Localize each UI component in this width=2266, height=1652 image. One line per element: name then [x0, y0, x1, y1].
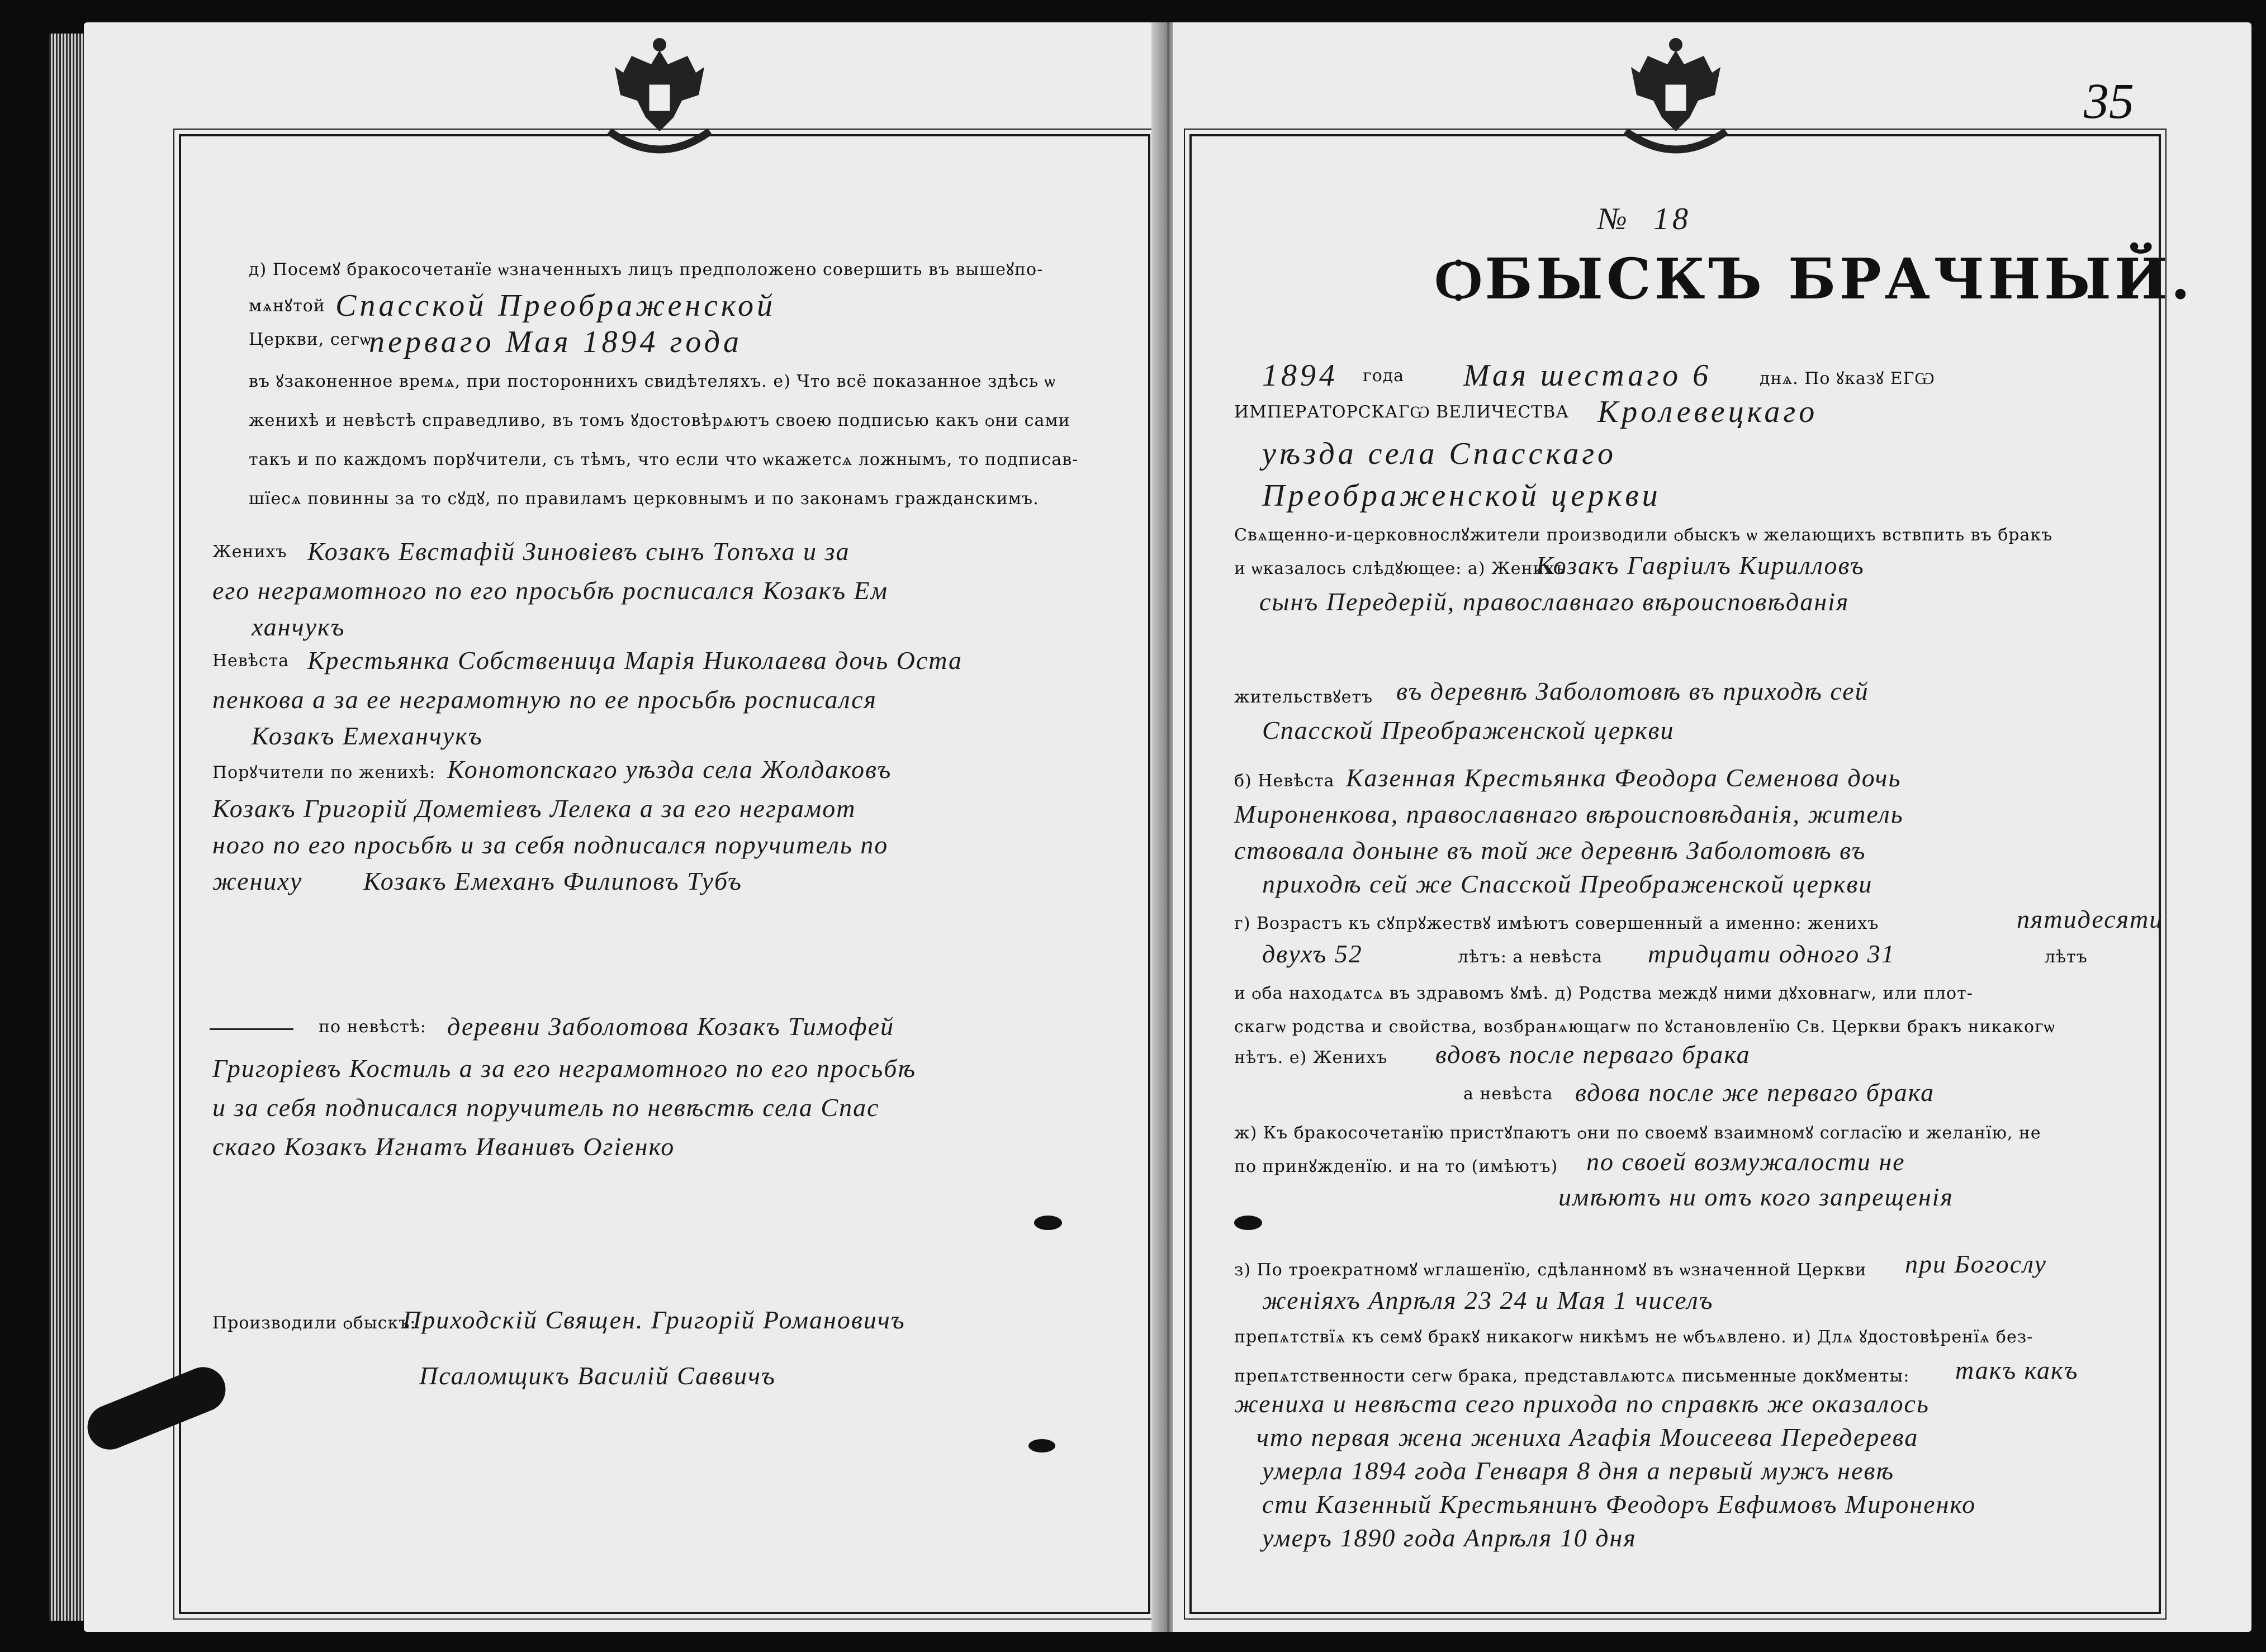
age-label: г) Возрастъ къ сꙋпрꙋжествꙋ имѣютъ совершенный а именно: женихъ: [1234, 914, 1879, 933]
groom-label: Женихъ: [212, 542, 287, 562]
guarantor-line-3: ного по его просьбѣ и за себя подписался поручитель по: [212, 830, 889, 859]
right-page: [1173, 22, 2251, 1632]
guarantor-line-4a: жениху: [212, 867, 303, 895]
bride-line-3: ствовала доныне въ той же деревнѣ Заболотовѣ въ: [1234, 836, 1866, 865]
age-line-2d: лѣтъ: [2045, 947, 2088, 967]
right-line-2a: ИМПЕРАТОРСКАГѠ ВЕЛИЧЕСТВА: [1234, 402, 1570, 422]
left-line-7: шїесѧ повинны за то сꙋдꙋ, по правиламъ церковнымъ и по законамъ гражданскимъ.: [249, 489, 1039, 509]
left-line-5: женихѣ и невѣстѣ справедливо, въ томъ ꙋдостовѣрѧютъ своею подписью какъ ѻни сами: [249, 411, 1070, 430]
document-line-2: что первая жена жениха Агафiя Моисеева Передерева: [1257, 1423, 1919, 1451]
date-year-label: года: [1363, 366, 1405, 386]
age-line-2c: тридцати одного 31: [1648, 939, 1895, 968]
conducted-signature-1: Приходскiй Священ. Григорiй Романовичъ: [402, 1306, 906, 1334]
ink-blot: [1234, 1216, 1262, 1230]
date-year: 1894: [1262, 358, 1338, 393]
bride-line-3: Козакъ Емеханчукъ: [252, 721, 483, 750]
left-line-1: д) Посемꙋ бракосочетанїе ѡзначенныхъ лицъ предположено совершить въ вышеꙋпо-: [249, 260, 1044, 279]
bride-guarantor-line-3: и за себя подписался поручитель по невѣстѣ села Спас: [212, 1093, 880, 1122]
document-line-3: умерла 1894 года Генваря 8 дня а первый мужъ невѣ: [1262, 1456, 1895, 1485]
age-line-2a: двухъ 52: [1262, 939, 1363, 968]
bride-line-4: приходѣ сей же Спасской Преображенской церкви: [1262, 870, 1873, 898]
bride-guarantor-line-2: Григорiевъ Костиль а за его неграмотного по его просьбѣ: [212, 1054, 917, 1083]
record-number: 18: [1653, 202, 1691, 236]
guarantor-line-1: Конотопскаго уѣзда села Жолдаковъ: [447, 755, 892, 784]
double-eagle-emblem-icon: [1614, 34, 1737, 162]
banns-line-1a: з) По троекратномꙋ ѡглашенїю, сдѣланномꙋ въ ѡзначенной Церкви: [1234, 1260, 1867, 1280]
residence-line-1: въ деревнѣ Заболотовѣ въ приходѣ сей: [1396, 677, 1869, 705]
banns-line-1b: при Богослу: [1905, 1250, 2047, 1278]
left-line-6: такъ и по каждомъ порꙋчители, съ тѣмъ, что если что ѡкажетсѧ ложнымъ, то подписав-: [249, 450, 1079, 469]
consent-line-3: имѣютъ ни отъ кого запрещенiя: [1558, 1183, 1954, 1211]
left-line-2a: мѧнꙋтой: [249, 296, 325, 316]
relation-line-3b: вдовъ после перваго брака: [1435, 1040, 1751, 1069]
dash-line: [210, 1028, 293, 1030]
book-edge: [49, 34, 84, 1621]
document-title: ѺБЫСКЪ БРАЧНЫЙ.: [1435, 246, 2194, 312]
bride-label: б) Невѣста: [1234, 771, 1335, 791]
bride-line-2: пенкова а за ее неграмотную по ее просьбѣ росписался: [212, 685, 877, 714]
ink-blot: [1028, 1439, 1055, 1452]
relation-line-3a: нѣтъ. е) Женихъ: [1234, 1048, 1388, 1067]
left-line-2b: Спасской Преображенской: [335, 288, 776, 323]
left-line-3a: Церкви, сегѡ: [249, 330, 372, 349]
relation-line-4a: а невѣста: [1463, 1084, 1553, 1104]
right-line-2b: Кролевецкаго: [1597, 395, 1818, 429]
banns-line-3: препѧтствїѧ къ семꙋ бракꙋ никакогѡ никѣмъ не ѡбъѧвлено. и) Длѧ ꙋдостовѣренїѧ без-: [1234, 1327, 2033, 1347]
age-line-2b: лѣтъ: а невѣста: [1458, 947, 1603, 967]
document-line-5: умеръ 1890 года Апрѣля 10 дня: [1262, 1523, 1637, 1552]
banns-line-4a: препѧтственности сегѡ брака, представлѧютсѧ письменные докꙋменты:: [1234, 1366, 1910, 1386]
date-day: Мая шестаго 6: [1463, 358, 1712, 393]
relation-line-2: скагѡ родства и свойства, возбранѧющагѡ по ꙋстановленїю Св. Церкви бракъ никакогѡ: [1234, 1017, 2055, 1037]
document-line-4: сти Казенный Крестьянинъ Феодоръ Евфимовъ Мироненко: [1262, 1490, 1976, 1518]
record-number-label: №: [1597, 202, 1630, 236]
health-line: и ѻба находѧтсѧ въ здравомъ ꙋмѣ. д) Родства междꙋ ними дꙋховнагѡ, или плот-: [1234, 984, 1973, 1003]
guarantors-bride-label: по невѣстѣ:: [319, 1017, 426, 1037]
groom-line-1: Козакъ Евстафiй Зиновiевъ сынъ Топъха и за: [307, 537, 850, 566]
left-line-3b: перваго Мая 1894 года: [369, 325, 742, 359]
left-line-4: въ ꙋзаконенное времѧ, при постороннихъ свидѣтеляхъ. е) Что всё показанное здѣсь ѡ: [249, 372, 1056, 391]
right-line-4: Преображенской церкви: [1262, 478, 1661, 513]
right-line-6a: и ѡказалось слѣдꙋющее: а) Женихъ: [1234, 559, 1566, 578]
residence-label: жительствꙋетъ: [1234, 687, 1373, 707]
right-line-7: сынъ Передерiй, православнаго вѣроисповѣданiя: [1259, 587, 1850, 616]
consent-line-1: ж) Къ бракосочетанїю пристꙋпаютъ ѻни по своемꙋ взаимномꙋ согласїю и желанїю, не: [1234, 1123, 2041, 1143]
groom-line-2: его неграмотного по его просьбѣ росписался Козакъ Ем: [212, 576, 888, 605]
guarantor-line-4b: Козакъ Емеханъ Филиповъ Тубъ: [363, 867, 742, 895]
guarantors-groom-label: Порꙋчители по женихѣ:: [212, 763, 436, 782]
consent-line-2b: по своей возмужалости не: [1586, 1147, 1905, 1176]
bride-line-1: Казенная Крестьянка Феодора Семенова дочь: [1346, 763, 1902, 792]
date-after: днѧ. По ꙋказꙋ ЕГѠ: [1760, 369, 1935, 388]
document-line-1: жениха и невѣста сего прихода по справкѣ же оказалось: [1234, 1389, 1930, 1418]
relation-line-4b: вдова после же перваго брака: [1575, 1078, 1935, 1107]
bride-line-1: Крестьянка Собственица Марiя Николаева дочь Оста: [307, 646, 963, 675]
consent-line-2a: по принꙋжденїю. и на то (имѣютъ): [1234, 1157, 1558, 1176]
guarantor-line-2: Козакъ Григорiй Дометiевъ Лелека а за его неграмот: [212, 794, 856, 823]
right-line-5: Свѧщенно-и-церковнослꙋжители производили ѻбыскъ ѡ желающихъ вствпить въ бракъ: [1234, 525, 2053, 545]
right-line-3: уѣзда села Спасскаго: [1262, 436, 1617, 471]
residence-line-2: Спасской Преображенской церкви: [1262, 716, 1675, 744]
double-eagle-emblem-icon: [598, 34, 721, 162]
bride-guarantor-line-1: деревни Заболотова Козакъ Тимофей: [447, 1012, 895, 1041]
sheet-number: 35: [2084, 74, 2134, 129]
right-line-6b: Козакъ Гаврiилъ Кирилловъ: [1536, 551, 1865, 580]
ink-blot: [1034, 1216, 1062, 1230]
conducted-label: Производили ѻбыскъ:: [212, 1313, 416, 1333]
bride-guarantor-line-4: скаго Козакъ Игнатъ Иванивъ Огiенко: [212, 1132, 675, 1161]
left-page: [84, 22, 1163, 1632]
age-groom: пятидесяти: [2017, 905, 2164, 933]
groom-line-3: ханчукъ: [252, 613, 345, 641]
conducted-signature-2: Псаломщикъ Василiй Саввичъ: [419, 1361, 776, 1390]
bride-label: Невѣста: [212, 651, 290, 671]
bride-line-2: Мироненкова, православнаго вѣроисповѣданiя, житель: [1234, 800, 1904, 828]
banns-line-2: женiяхъ Апрѣля 23 24 и Мая 1 чиселъ: [1262, 1286, 1714, 1314]
banns-line-4b: такъ какъ: [1955, 1356, 2079, 1384]
